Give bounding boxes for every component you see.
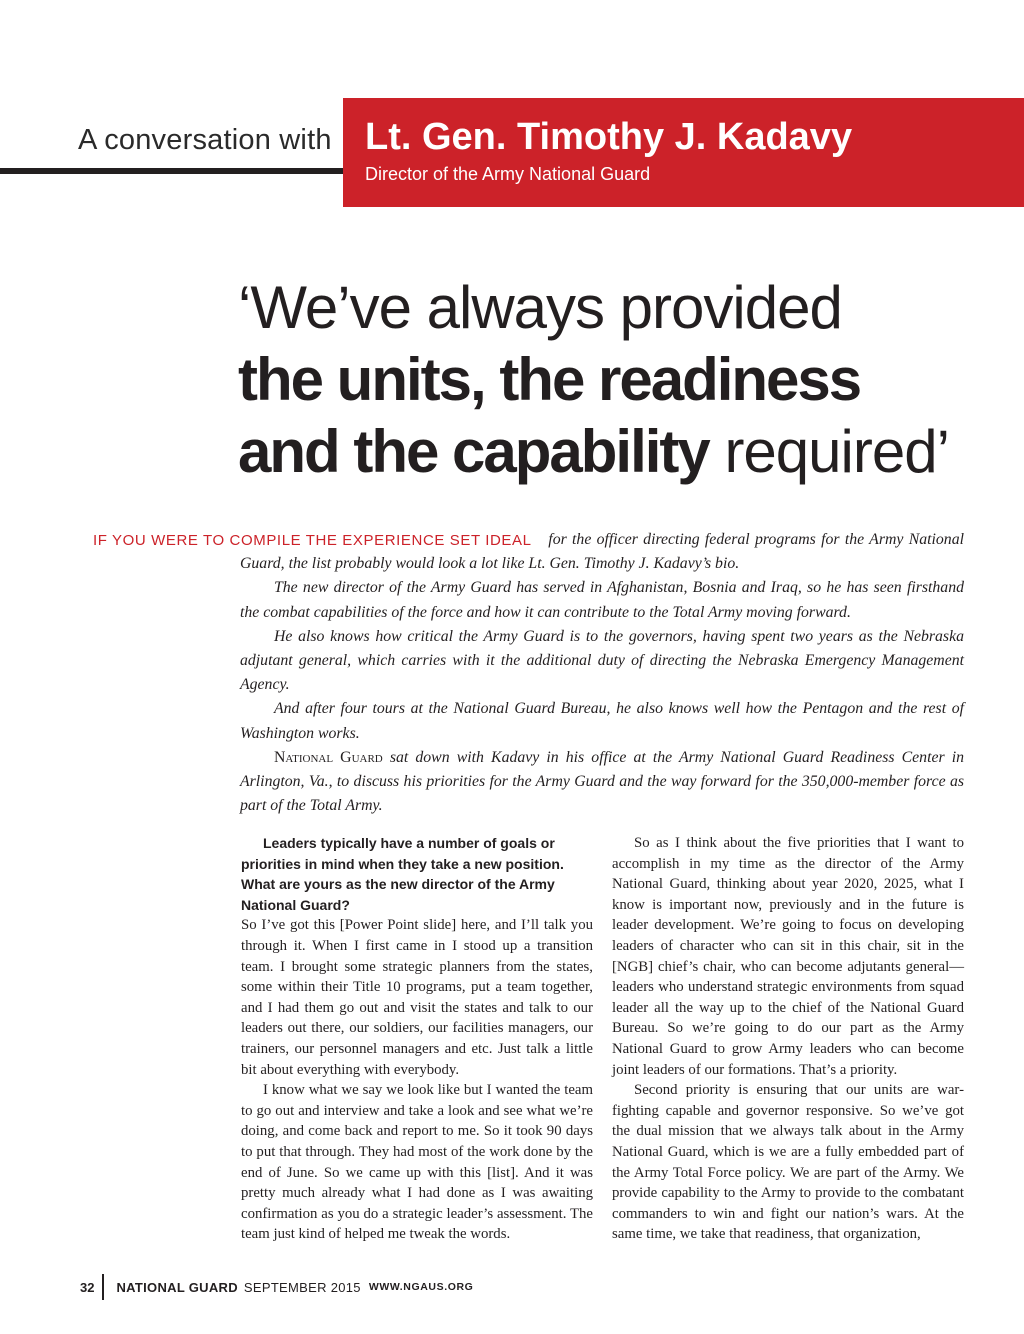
intro-paragraph-1: for the officer directing federal programs for the Army National Guard, the list probably would look a lot like Lt. Gen. Timothy J. Kadavy’s bio. bbox=[240, 531, 964, 573]
headline bbox=[238, 272, 1008, 488]
answer-paragraph: So I’ve got this [Power Point slide] here, and I’ll talk you through it. When I first came in I stood up a transition team. I brought some strategic planners from the states, some within their Title 10 programs, put a team together, and I had them go out and visit the states and talk to our leaders out there, our soldiers, our facilities managers, our trainers, our personnel managers and etc. Just talk a little bit about everything with everybody. bbox=[241, 917, 593, 1078]
intro-paragraph-4: And after four tours at the National Guard Bureau, he also knows well how the Pentagon and the rest of Washington works. bbox=[240, 700, 964, 742]
article-column-left bbox=[241, 833, 593, 1245]
intro-paragraph-5 bbox=[240, 746, 964, 819]
answer-paragraph: So as I think about the five priorities that I want to accomplish in my time as the director of the Army National Guard, thinking about year 2020, 2025, what I know is important now, previously and in the future is leader development. We’re going to focus on developing leaders of character who can sit in this chair, sit in the [NGB] chief’s chair, who can become adjutants general—leaders who understand strategic environments from squad leader all the way up to the chief of the National Guard Bureau. So we’re going to do our part as the Army National Guard to grow Army leaders who can become joint leaders of our formations. That’s a priority. bbox=[612, 835, 964, 1078]
name-banner bbox=[343, 98, 1024, 207]
page-number: 32 bbox=[80, 1279, 95, 1295]
header-rule bbox=[0, 168, 343, 174]
article-column-right bbox=[612, 833, 964, 1245]
headline-line-3 bbox=[238, 416, 1008, 488]
footer-magazine: NATIONAL GUARD bbox=[116, 1279, 238, 1295]
intro-paragraph-3: He also knows how critical the Army Guard is to the governors, having spent two years as the Nebraska adjutant general, which carries with it the additional duty of directing the Nebraska Emergency Management Agency. bbox=[240, 627, 964, 694]
headline-line-2: the units, the readiness bbox=[238, 346, 861, 413]
intro-lead-in: IF YOU WERE TO COMPILE THE EXPERIENCE SET IDEAL bbox=[93, 532, 532, 549]
page-footer bbox=[80, 1274, 473, 1300]
interview-question: Leaders typically have a number of goals or priorities in mind when they take a new position. What are yours as the new director of the Army National Guard? bbox=[241, 835, 564, 913]
intro-paragraph-2: The new director of the Army Guard has served in Afghanistan, Bosnia and Iraq, so he has seen firsthand the combat capabilities of the force and how it can contribute to the Total Army moving forward. bbox=[240, 579, 964, 621]
answer-paragraph: Second priority is ensuring that our units are war-fighting capable and governor responsive. So we’ve got the dual mission that we always talk about in the Army National Guard, which is we are a fully embedded part of the Army Total Force policy. We are part of the Army. We provide capability to the Army to provide to the combatant commanders to win and fight our nation’s wars. At the same time, we take that readiness, that organization, bbox=[612, 1082, 964, 1243]
headline-line-3-light: required’ bbox=[708, 418, 949, 485]
interviewee-name: Lt. Gen. Timothy J. Kadavy bbox=[365, 116, 853, 158]
footer-url: WWW.NGAUS.ORG bbox=[368, 1281, 474, 1293]
magazine-name-inline: National Guard bbox=[274, 748, 383, 766]
footer-divider bbox=[102, 1274, 104, 1300]
interviewee-title: Director of the Army National Guard bbox=[365, 164, 651, 184]
headline-line-3-bold: and the capability bbox=[238, 418, 709, 485]
intro-deck bbox=[93, 528, 964, 818]
intro-paragraph-5-text: sat down with Kadavy in his office at the Army National Guard Readiness Center in Arlington, Va., to discuss his priorities for the Army Guard and the way forward for the 350,000-member force as part of the Total Army. bbox=[240, 748, 964, 815]
answer-paragraph: I know what we say we look like but I wanted the team to go out and interview and take a look and see what we’re doing, and come back and report to me. So it took 90 days to put that through. They had most of the work done by the end of June. So we came up with this [list]. And it was pretty much already what I had done as I was awaiting confirmation as you do a strategic leader’s assessment. The team just kind of helped me tweak the words. bbox=[241, 1082, 593, 1243]
footer-date: SEPTEMBER 2015 bbox=[243, 1279, 361, 1295]
headline-line-1: ‘We’ve always provided bbox=[238, 274, 842, 341]
kicker-text: A conversation with bbox=[78, 124, 332, 156]
